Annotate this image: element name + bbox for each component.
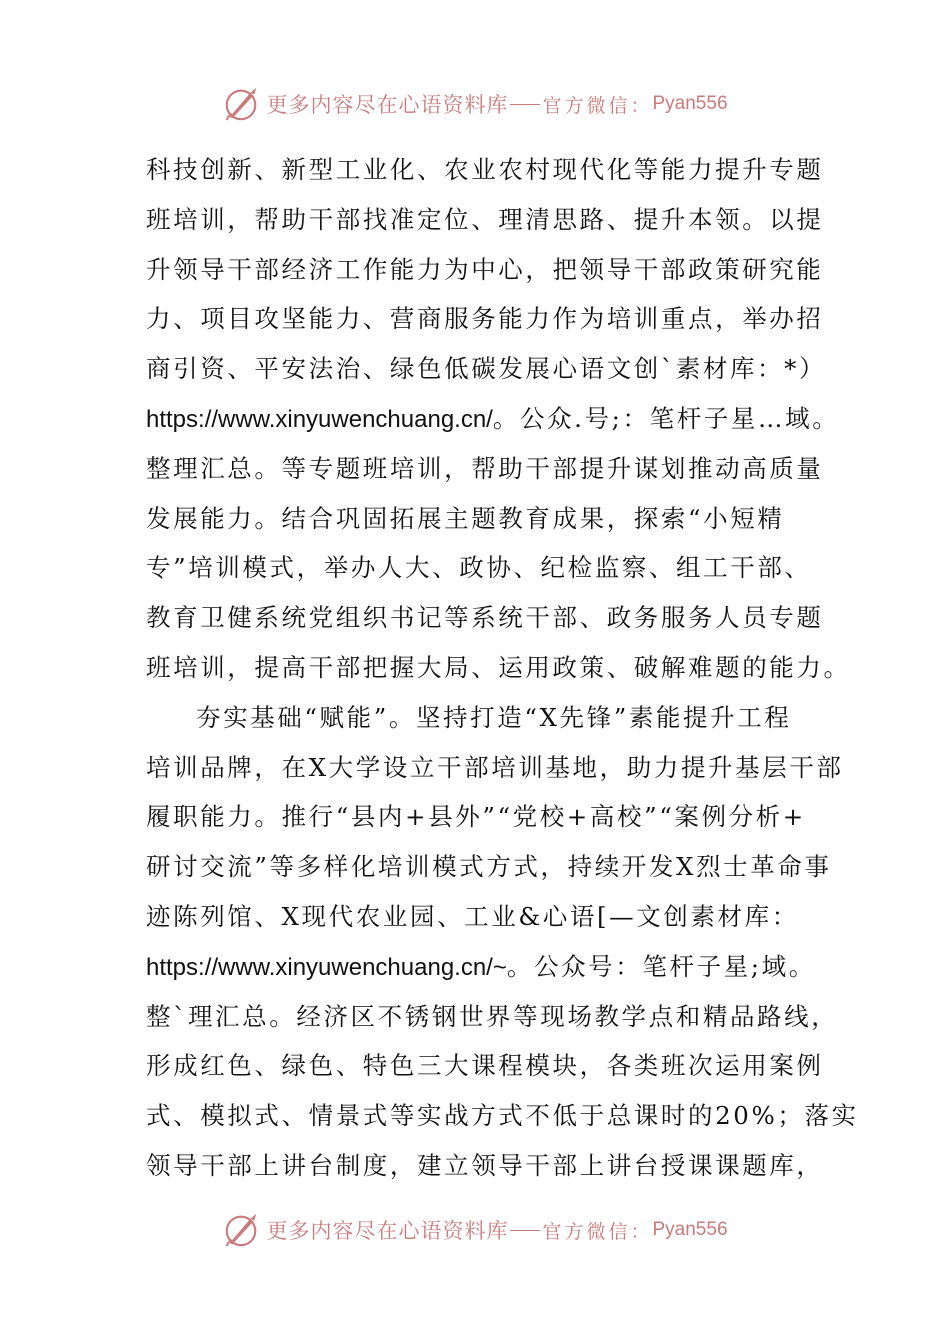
body-line: 教育卫健系统党组织书记等系统干部、政务服务人员专题 xyxy=(146,603,824,633)
website-link[interactable]: https://www.xinyuwenchuang.cn/ xyxy=(146,405,493,433)
website-link[interactable]: https://www.xinyuwenchuang.cn/~ xyxy=(146,953,507,981)
body-line: 式、模拟式、情景式等实战方式不低于总课时的20%；落实 xyxy=(146,1101,859,1131)
body-line: 力、项目攻坚能力、营商服务能力作为培训重点，举办招 xyxy=(146,304,824,334)
body-line: 专”培训模式，举办人大、政协、纪检监察、组工干部、 xyxy=(146,553,812,583)
url-line xyxy=(146,394,840,444)
body-line: 履职能力。推行“县内+县外”“党校+高校”“案例分析+ xyxy=(146,802,806,832)
body-line: 发展能力。结合巩固拓展主题教育成果，探索“小短精 xyxy=(146,503,785,533)
banner-brand-text: 更多内容尽在心语资料库 xyxy=(266,1219,509,1243)
body-line: 科技创新、新型工业化、农业农村现代化等能力提升专题 xyxy=(146,155,824,184)
body-line: 培训品牌，在X大学设立干部培训基地，助力提升基层干部 xyxy=(146,752,844,782)
banner-brand-text: 更多内容尽在心语资料库 xyxy=(266,93,509,117)
body-line: 班培训，提高干部把握大局、运用政策、破解难题的能力。 xyxy=(146,652,851,682)
footer-banner xyxy=(0,1210,950,1250)
body-line: 升领导干部经济工作能力为中心，把领导干部政策研究能 xyxy=(146,254,824,284)
url-line-suffix: 。公众号：笔杆子星;域。 xyxy=(506,951,816,981)
body-line: 整理汇总。等专题班培训，帮助干部提升谋划推动高质量 xyxy=(146,453,824,483)
paragraph-start-line: 夯实基础“赋能”。坚持打造“X先锋”素能提升工程 xyxy=(196,702,792,732)
banner-official-label: 官方微信： xyxy=(542,1220,653,1243)
body-line: 班培训，帮助干部找准定位、理清思路、提升本领。以提 xyxy=(146,204,824,234)
body-line: 商引资、平安法治、绿色低碳发展心语文创`素材库：*） xyxy=(146,354,827,384)
banner-wechat-id: Pyan556 xyxy=(652,93,728,114)
body-line: 研讨交流”等多样化培训模式方式，持续开发X烈士革命事 xyxy=(146,852,832,882)
header-banner xyxy=(0,84,950,124)
banner-wechat-id: Pyan556 xyxy=(652,1219,728,1240)
banner-official-label: 官方微信： xyxy=(542,94,653,117)
url-line-suffix: 。公众.号;：笔杆子星…域。 xyxy=(492,403,840,433)
body-line: 形成红色、绿色、特色三大课程模块，各类班次运用案例 xyxy=(146,1051,824,1081)
document-body xyxy=(146,145,859,1191)
pen-quill-icon xyxy=(222,85,260,123)
body-line: 迹陈列馆、X现代农业园、工业&心语[—文创素材库： xyxy=(146,901,799,931)
url-line xyxy=(146,942,816,992)
pen-quill-icon xyxy=(222,1211,260,1249)
banner-dash xyxy=(510,104,540,105)
body-line: 领导干部上讲台制度，建立领导干部上讲台授课课题库， xyxy=(146,1150,824,1180)
banner-dash xyxy=(510,1230,540,1231)
body-line: 整`理汇总。经济区不锈钢世界等现场教学点和精品路线， xyxy=(146,1001,839,1031)
